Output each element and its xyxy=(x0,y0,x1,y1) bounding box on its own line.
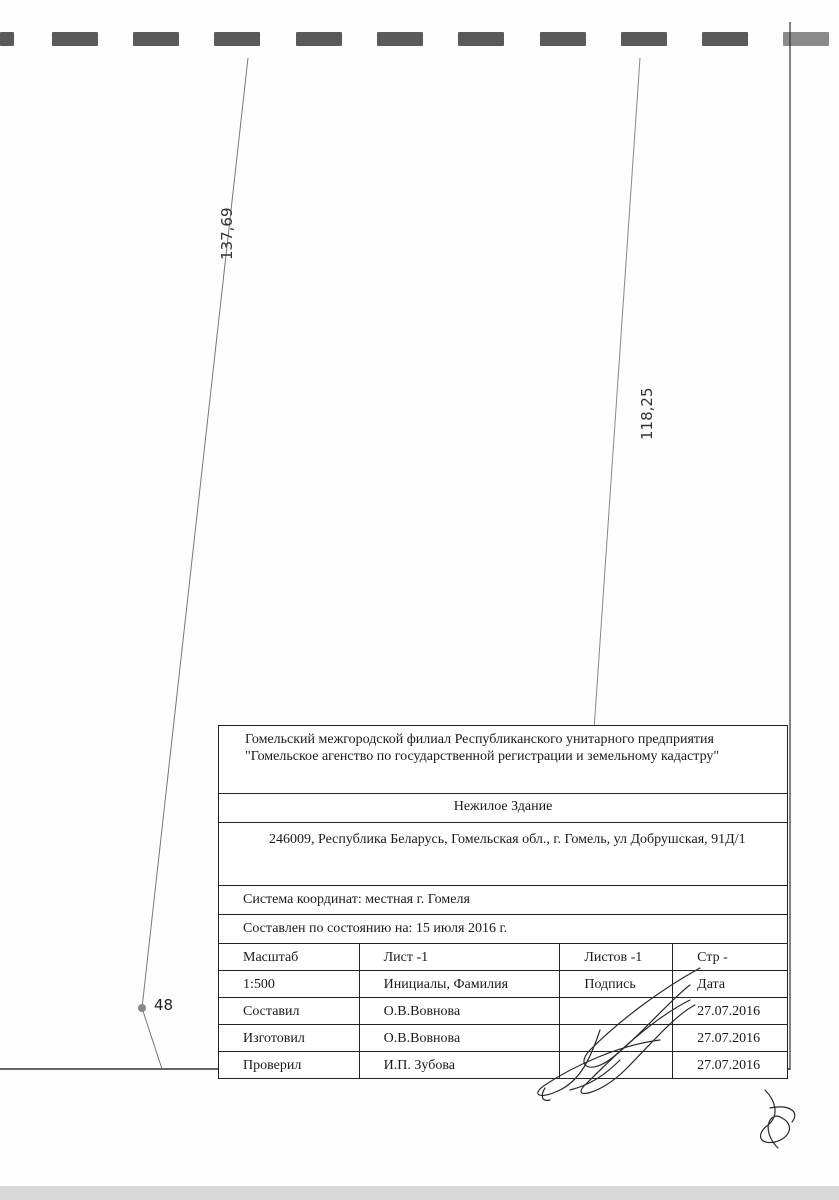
organization-name: Гомельский межгородской филиал Республиканского унитарного предприятия "Гомельское агенство по государственной регистрации и земельному кадастру" xyxy=(219,726,787,794)
title-block-grid-wrapper xyxy=(219,944,787,1078)
date-header: Дата xyxy=(673,971,787,998)
grid-row-compiled xyxy=(219,998,787,1025)
survey-point-48 xyxy=(138,1004,146,1012)
dimension-label-east: 118,25 xyxy=(638,387,656,440)
person-name: О.В.Вовнова xyxy=(359,1025,560,1052)
row-date: 27.07.2016 xyxy=(673,1052,787,1079)
grid-row-sheet xyxy=(219,944,787,971)
grid-row-produced xyxy=(219,1025,787,1052)
sheet-count: Листов -1 xyxy=(560,944,673,971)
signature-cell xyxy=(560,1025,673,1052)
state-as-of-date: Составлен по состоянию на: 15 июля 2016 г. xyxy=(219,915,787,944)
point-label: 48 xyxy=(154,996,174,1014)
row-date: 27.07.2016 xyxy=(673,1025,787,1052)
boundary-line-east xyxy=(594,58,640,730)
coordinate-system: Система координат: местная г. Гомеля xyxy=(219,886,787,915)
signature-cell xyxy=(560,998,673,1025)
grid-row-headers xyxy=(219,971,787,998)
role-label: Изготовил xyxy=(219,1025,359,1052)
row-date: 27.07.2016 xyxy=(673,998,787,1025)
dimension-label-west: 137,69 xyxy=(218,207,236,260)
grid-row-checked xyxy=(219,1052,787,1079)
signature-header: Подпись xyxy=(560,971,673,998)
page-number: Стр - xyxy=(673,944,787,971)
person-name: И.П. Зубова xyxy=(359,1052,560,1079)
object-address: 246009, Республика Беларусь, Гомельская обл., г. Гомель, ул Добрушская, 91Д/1 xyxy=(219,823,787,886)
signature-cell xyxy=(560,1052,673,1079)
initials-header: Инициалы, Фамилия xyxy=(359,971,560,998)
person-name: О.В.Вовнова xyxy=(359,998,560,1025)
scan-edge xyxy=(0,1186,839,1200)
sheet-number: Лист -1 xyxy=(359,944,560,971)
role-label: Проверил xyxy=(219,1052,359,1079)
scale-value: 1:500 xyxy=(219,971,359,998)
role-label: Составил xyxy=(219,998,359,1025)
object-name: Нежилое Здание xyxy=(219,794,787,823)
title-block xyxy=(218,725,788,1079)
boundary-line-south xyxy=(142,1008,162,1069)
title-block-grid xyxy=(219,944,787,1078)
scale-label: Масштаб xyxy=(219,944,359,971)
